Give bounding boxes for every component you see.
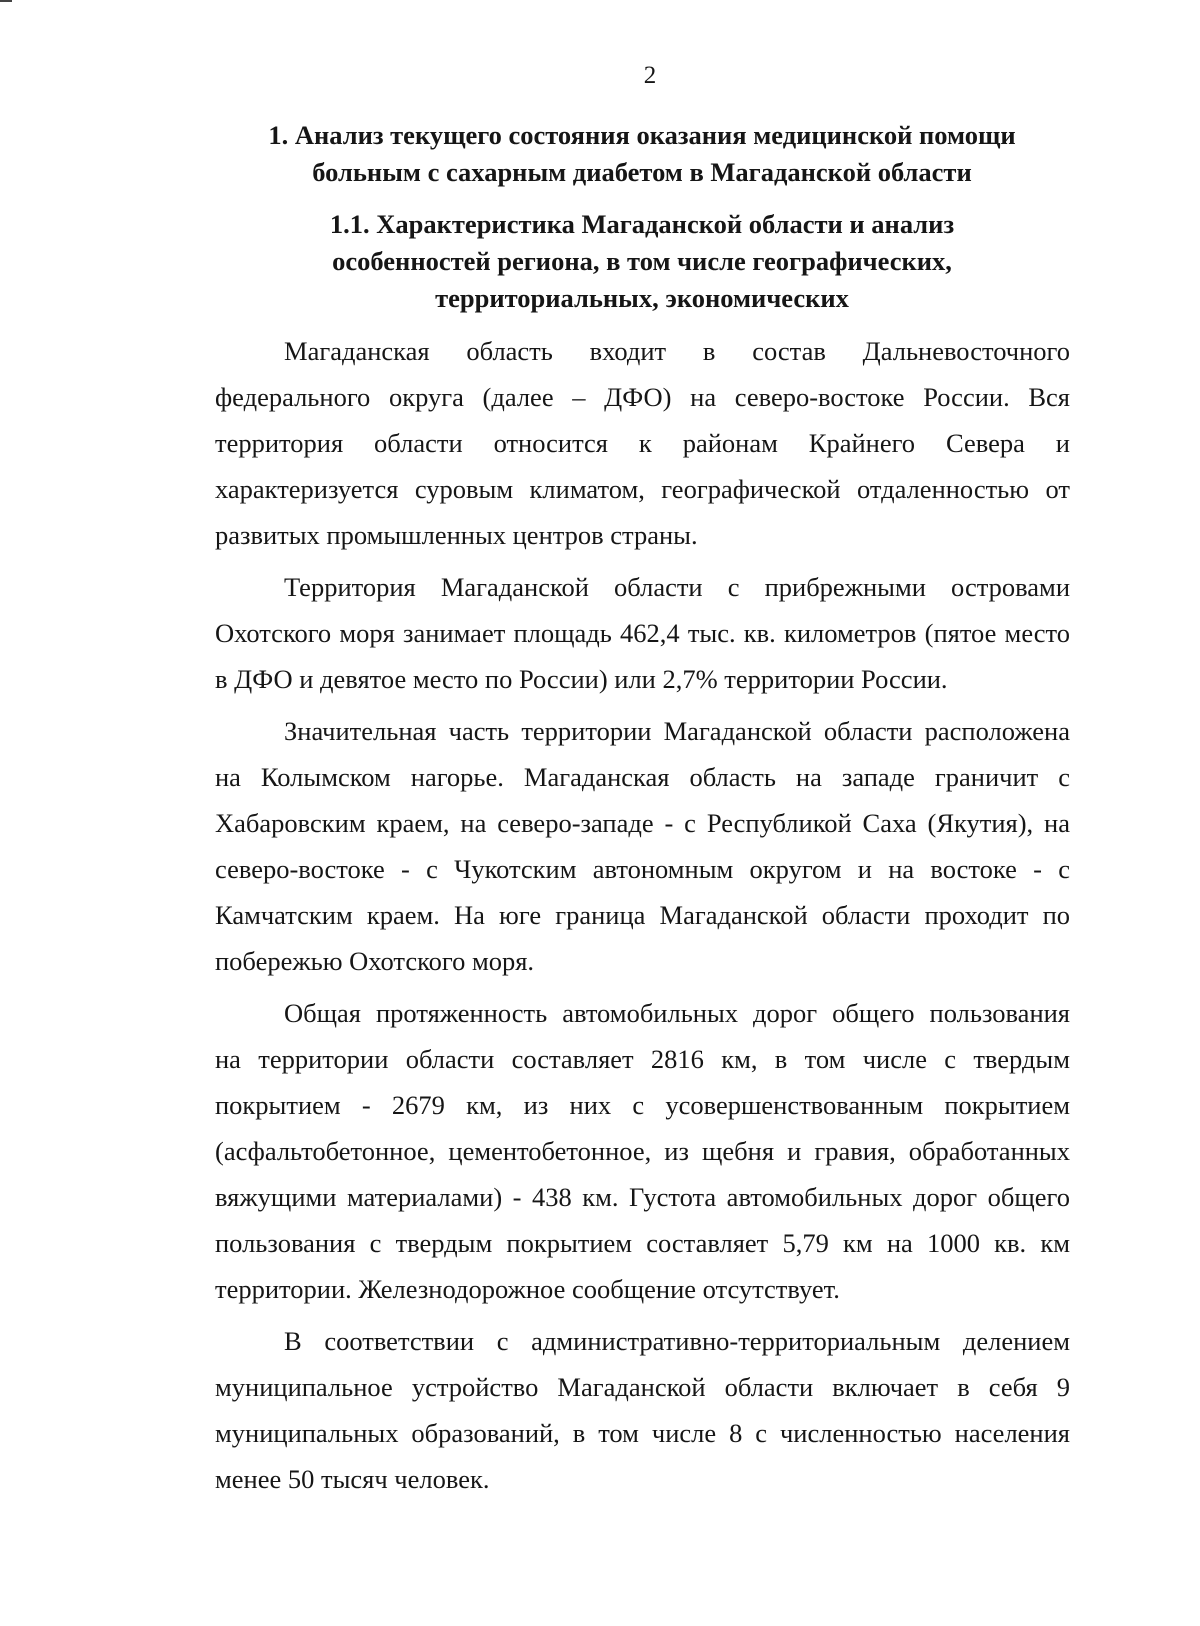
paragraph-area (215, 564, 1070, 702)
text-line: Магаданская область входит в состав Дальневосточного (284, 336, 1070, 366)
text-line: побережью Охотского моря. (215, 946, 535, 976)
subsection-heading-line: особенностей региона, в том числе географических, (332, 246, 952, 276)
subsection-heading-line: территориальных, экономических (435, 283, 849, 313)
text-line: Территория Магаданской области с прибрежными островами (284, 572, 1070, 602)
subsection-heading (215, 206, 1069, 317)
page-number: 2 (643, 62, 657, 89)
text-line: (асфальтобетонное, цементобетонное, из щебня и гравия, обработанных (215, 1136, 1070, 1166)
paragraph-municipalities (215, 1318, 1070, 1502)
text-line: вяжущими материалами) - 438 км. Густота автомобильных дорог общего (215, 1182, 1070, 1212)
text-line: территория области относится к районам Крайнего Севера и (215, 428, 1070, 458)
text-line: пользования с твердым покрытием составляет 5,79 км на 1000 кв. км (215, 1228, 1070, 1258)
text-line: менее 50 тысяч человек. (215, 1464, 490, 1494)
paragraph-roads (215, 990, 1070, 1312)
body-text (215, 328, 1070, 1508)
text-line: Хабаровским краем, на северо-западе - с Республикой Саха (Якутия), на (215, 808, 1070, 838)
text-line: муниципальное устройство Магаданской области включает в себя 9 (215, 1372, 1070, 1402)
text-line: Общая протяженность автомобильных дорог общего пользования (284, 998, 1070, 1028)
section-heading (215, 117, 1069, 191)
text-line: Охотского моря занимает площадь 462,4 тыс. кв. километров (пятое место (215, 618, 1070, 648)
text-line: Значительная часть территории Магаданской области расположена (284, 716, 1070, 746)
text-line: территории. Железнодорожное сообщение отсутствует. (215, 1274, 840, 1304)
text-line: федерального округа (далее – ДФО) на северо-востоке России. Вся (215, 382, 1070, 412)
text-line: в ДФО и девятое место по России) или 2,7% территории России. (215, 664, 948, 694)
section-heading-line: больным с сахарным диабетом в Магаданской области (312, 157, 972, 187)
text-line: покрытием - 2679 км, из них с усовершенствованным покрытием (215, 1090, 1070, 1120)
text-line: В соответствии с административно-территориальным делением (284, 1326, 1070, 1356)
paragraph-region-overview (215, 328, 1070, 558)
scan-mark (0, 0, 12, 2)
text-line: муниципальных образований, в том числе 8 с численностью населения (215, 1418, 1070, 1448)
subsection-heading-line: 1.1. Характеристика Магаданской области и анализ (329, 209, 955, 239)
text-line: Камчатским краем. На юге граница Магаданской области проходит по (215, 900, 1070, 930)
text-line: северо-востоке - с Чукотским автономным округом и на востоке - с (215, 854, 1070, 884)
section-heading-line: 1. Анализ текущего состояния оказания медицинской помощи (268, 120, 1016, 150)
text-line: развитых промышленных центров страны. (215, 520, 698, 550)
text-line: на территории области составляет 2816 км, в том числе с твердым (215, 1044, 1070, 1074)
text-line: на Колымском нагорье. Магаданская область на западе граничит с (215, 762, 1070, 792)
paragraph-borders (215, 708, 1070, 984)
text-line: характеризуется суровым климатом, географической отдаленностью от (215, 474, 1070, 504)
